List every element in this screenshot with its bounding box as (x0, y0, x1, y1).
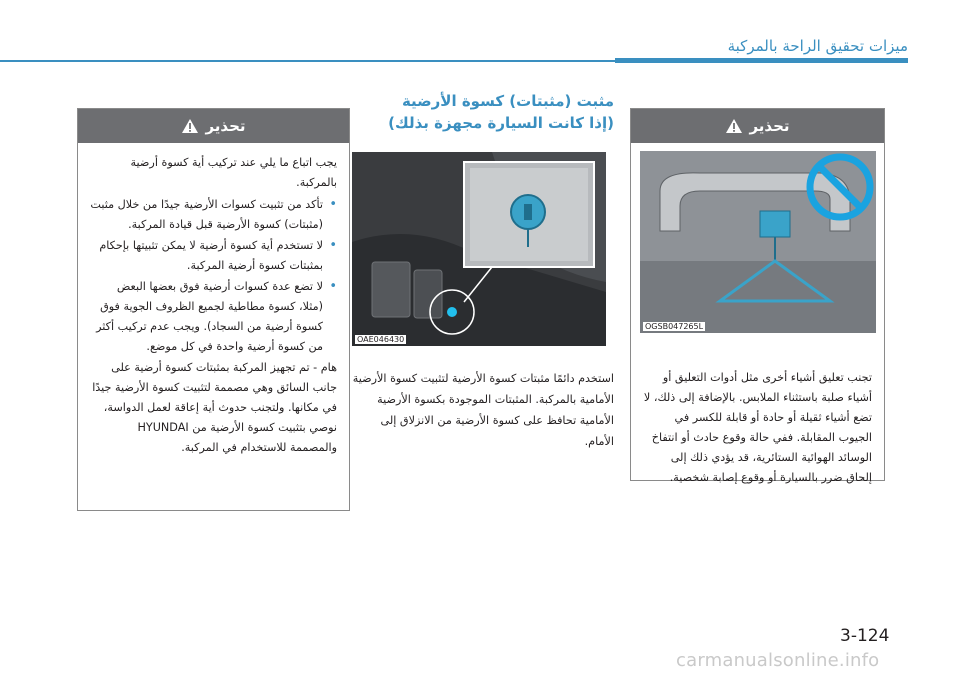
floor-mat-anchor-body: استخدم دائمًا مثبتات كسوة الأرضية لتثبيت كسوة الأرضية الأمامية بالمركبة. المثبتات الموجودة بكسوة الأرضية الأمامية تحافظ على كسوة الأرضية من الانزلاق إلى الأمام. (352, 372, 614, 448)
warning-panel-body (78, 143, 349, 458)
warning-panel-header (631, 109, 884, 143)
warning-note: هام - تم تجهيز المركبة بمثبتات كسوة أرضية على جانب السائق وهي مصممة لتثبيت كسوة الأرضية جيدًا في مكانها. ولتجنب حدوث أية إعاقة لعمل الدواسة، نوصي بتثبيت كسوة الأرضية من HYUNDAI والمصممة للاستخدام في المركبة. (92, 361, 337, 454)
warning-bullet: • لا تستخدم أية كسوة أرضية لا يمكن تثبيتها بإحكام بمثبتات كسوة أرضية المركبة. (90, 236, 337, 276)
title-line-1: مثبت (مثبتات) كسوة الأرضية (401, 92, 614, 110)
coat-hook-illustration (640, 151, 876, 333)
coat-hook-drawing (640, 151, 876, 333)
warning-bullet: • لا تضع عدة كسوات أرضية فوق بعضها البعض (مثلا، كسوة مطاطية لجميع الظروف الجوية فوق كسوة أرضية من السجاد). ويجب عدم تركيب أكثر من كسوة أرضية واحدة في كل موضع. (90, 277, 337, 357)
warning-text: تجنب تعليق أشياء أخرى مثل أدوات التعليق أو أشياء صلبة باستثناء الملابس. بالإضافة إلى ذلك، لا تضع أشياء ثقيلة أو حادة أو قابلة للكسر في الجيوب المقابلة. ففي حالة وقوع حادث أو انتفاخ الوسائد الهوائية الستائرية، قد يؤدي ذلك إلى إلحاق ضرر بالسيارة أو وقوع إصابة شخصية. (643, 371, 872, 484)
section-title: ميزات تحقيق الراحة بالمركبة (727, 37, 908, 55)
page-number: 3-124 (840, 626, 890, 646)
image-caption: OAE046430 (357, 335, 405, 344)
warning-triangle-icon (725, 118, 743, 134)
header-rule-accent (615, 58, 908, 63)
warning-heading: تحذير (205, 117, 246, 135)
warning-bullet-list (90, 195, 337, 357)
image-caption: OGSB047265L (645, 322, 704, 331)
title-line-2: (إذا كانت السيارة مجهزة بذلك) (388, 114, 614, 132)
floor-mat-anchor-title (352, 90, 614, 134)
site-watermark: carmanualsonline.info (676, 650, 880, 671)
warning-intro: يجب اتباع ما يلي عند تركيب أية كسوة أرضية بالمركبة. (130, 156, 337, 189)
warning-heading: تحذير (749, 117, 790, 135)
floor-anchor-drawing (352, 152, 606, 346)
warning-bullet: • تأكد من تثبيت كسوات الأرضية جيدًا من خلال مثبت (مثبتات) كسوة الأرضية قبل قيادة المركبة. (90, 195, 337, 235)
warning-panel-header (78, 109, 349, 143)
floor-mat-anchor-illustration (352, 152, 606, 346)
warning-triangle-icon (181, 118, 199, 134)
warning-panel-floor-mats (77, 108, 350, 511)
